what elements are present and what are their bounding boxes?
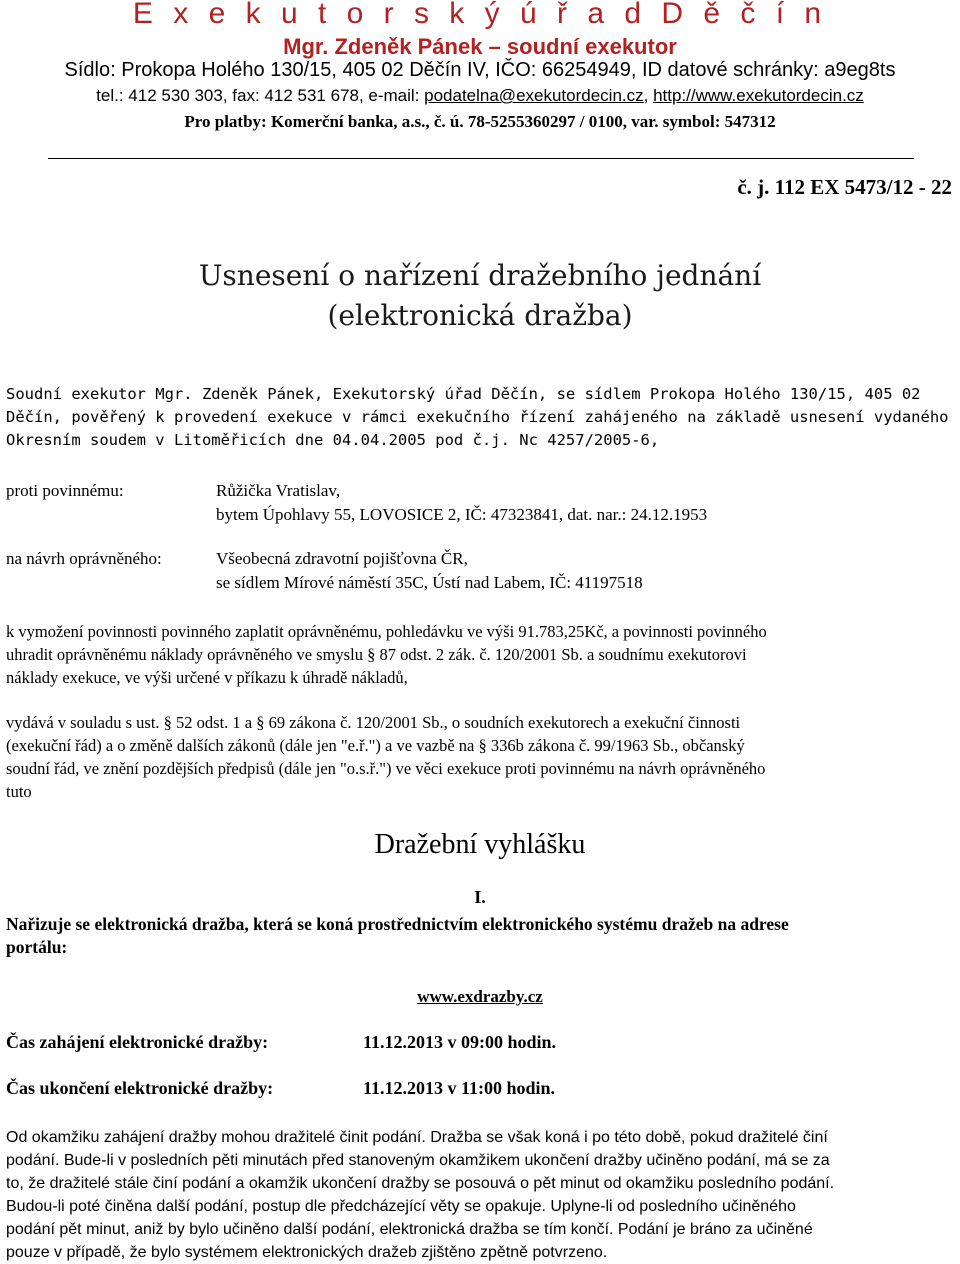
issue-line-1: vydává v souladu s ust. § 52 odst. 1 a § 69 zákona č. 120/2001 Sb., o soudních exekutorech a exekuční činnosti <box>6 713 741 732</box>
closing-line-2: podání. Bude-li v posledních pěti minutách před stanoveným okamžikem ukončení dražby učiněno podání, má se za <box>6 1152 830 1169</box>
issue-line-4: tuto <box>6 782 32 801</box>
end-time-value: 11.12.2013 v 11:00 hodin. <box>363 1078 556 1098</box>
claim-line-2: uhradit oprávněnému náklady oprávněného ve smyslu § 87 odst. 2 zák. č. 120/2001 Sb. a soudnímu exekutorovi <box>6 645 747 664</box>
intro-line-2: Děčín, pověřený k provedení exekuce v rámci exekučního řízení zahájeného na základě usnesení vydaného <box>6 408 949 426</box>
closing-line-1: Od okamžiku zahájení dražby mohou dražitelé činit podání. Dražba se však koná i po této době, pokud dražitelé činí <box>6 1129 828 1146</box>
claim-line-1: k vymožení povinnosti povinného zaplatit oprávněnému, pohledávku ve výši 91.783,25Kč, a povinnosti povinného <box>6 622 767 641</box>
header-divider <box>48 158 914 159</box>
office-seat: Sídlo: Prokopa Holého 130/15, 405 02 Děčín IV, IČO: 66254949, ID datové schránky: a9eg8ts <box>64 59 896 81</box>
closing-line-3: to, že dražitelé stále činí podání a okamžik ukončení dražby se posouvá o pět minut od okamžiku posledního podání. <box>6 1175 835 1192</box>
creditor-address: se sídlem Mírové náměstí 35C, Ústí nad Labem, IČ: 41197518 <box>216 573 643 592</box>
document-subtitle: (elektronická dražba) <box>327 299 633 332</box>
email-link[interactable]: podatelna@exekutordecin.cz <box>424 86 644 105</box>
start-time-value: 11.12.2013 v 09:00 hodin. <box>363 1032 557 1052</box>
debtor-label: proti povinnému: <box>6 481 124 500</box>
section-text-line-1: Nařizuje se elektronická dražba, která se koná prostřednictvím elektronického systému dražeb na adrese <box>6 914 789 934</box>
closing-line-5: podání pět minut, aniž by bylo učiněno další podání, elektronická dražba se tím končí. Podání je bráno za učiněné <box>6 1221 813 1238</box>
contact-phone-fax: tel.: 412 530 303, fax: 412 531 678, e-mail: <box>96 86 425 105</box>
start-time-label: Čas zahájení elektronické dražby: <box>6 1032 269 1052</box>
intro-line-1: Soudní exekutor Mgr. Zdeněk Pánek, Exekutorský úřad Děčín, se sídlem Prokopa Holého 130/15, 405 02 <box>6 385 921 403</box>
claim-line-3: náklady exekuce, ve výši určené v příkazu k úhradě nákladů, <box>6 668 408 687</box>
office-contact <box>0 86 960 106</box>
portal-link[interactable]: www.exdrazby.cz <box>417 987 543 1006</box>
executor-name: Mgr. Zdeněk Pánek – soudní exekutor <box>283 34 677 59</box>
closing-line-6: pouze v případě, že bylo systémem elektronických dražeb zjištěno zpětně potvrzeno. <box>6 1244 608 1261</box>
case-reference: č. j. 112 EX 5473/12 - 22 <box>737 175 952 199</box>
section-number: I. <box>474 887 486 907</box>
office-title: E x e k u t o r s k ý ú ř a d D ě č í n <box>132 0 828 30</box>
debtor-name: Růžička Vratislav, <box>216 481 341 500</box>
payment-info: Pro platby: Komerční banka, a.s., č. ú. 78-5255360297 / 0100, var. symbol: 547312 <box>184 112 776 131</box>
end-time-label: Čas ukončení elektronické dražby: <box>6 1078 274 1098</box>
decree-title: Dražební vyhlášku <box>374 829 586 860</box>
issue-line-3: soudní řád, ve znění pozdějších předpisů (dále jen "o.s.ř.") ve věci exekuce proti povinnému na návrh oprávněného <box>6 759 766 778</box>
debtor-address: bytem Úpohlavy 55, LOVOSICE 2, IČ: 47323841, dat. nar.: 24.12.1953 <box>216 505 708 524</box>
section-text-line-2: portálu: <box>6 937 68 957</box>
contact-separator: , <box>643 86 654 105</box>
intro-line-3: Okresním soudem v Litoměřicích dne 04.04.2005 pod č.j. Nc 4257/2005-6, <box>6 431 660 449</box>
issue-line-2: (exekuční řád) a o změně dalších zákonů (dále jen "e.ř.") a ve vazbě na § 336b zákona č. 99/1963 Sb., občanský <box>6 736 745 755</box>
document-title: Usnesení o nařízení dražebního jednání <box>198 259 762 292</box>
website-link[interactable]: http://www.exekutordecin.cz <box>653 86 864 105</box>
creditor-name: Všeobecná zdravotní pojišťovna ČR, <box>216 549 468 568</box>
creditor-label: na návrh oprávněného: <box>6 549 162 568</box>
closing-line-4: Budou-li poté činěna další podání, postup dle předcházející věty se opakuje. Uplyne-li od posledního učiněného <box>6 1198 796 1215</box>
